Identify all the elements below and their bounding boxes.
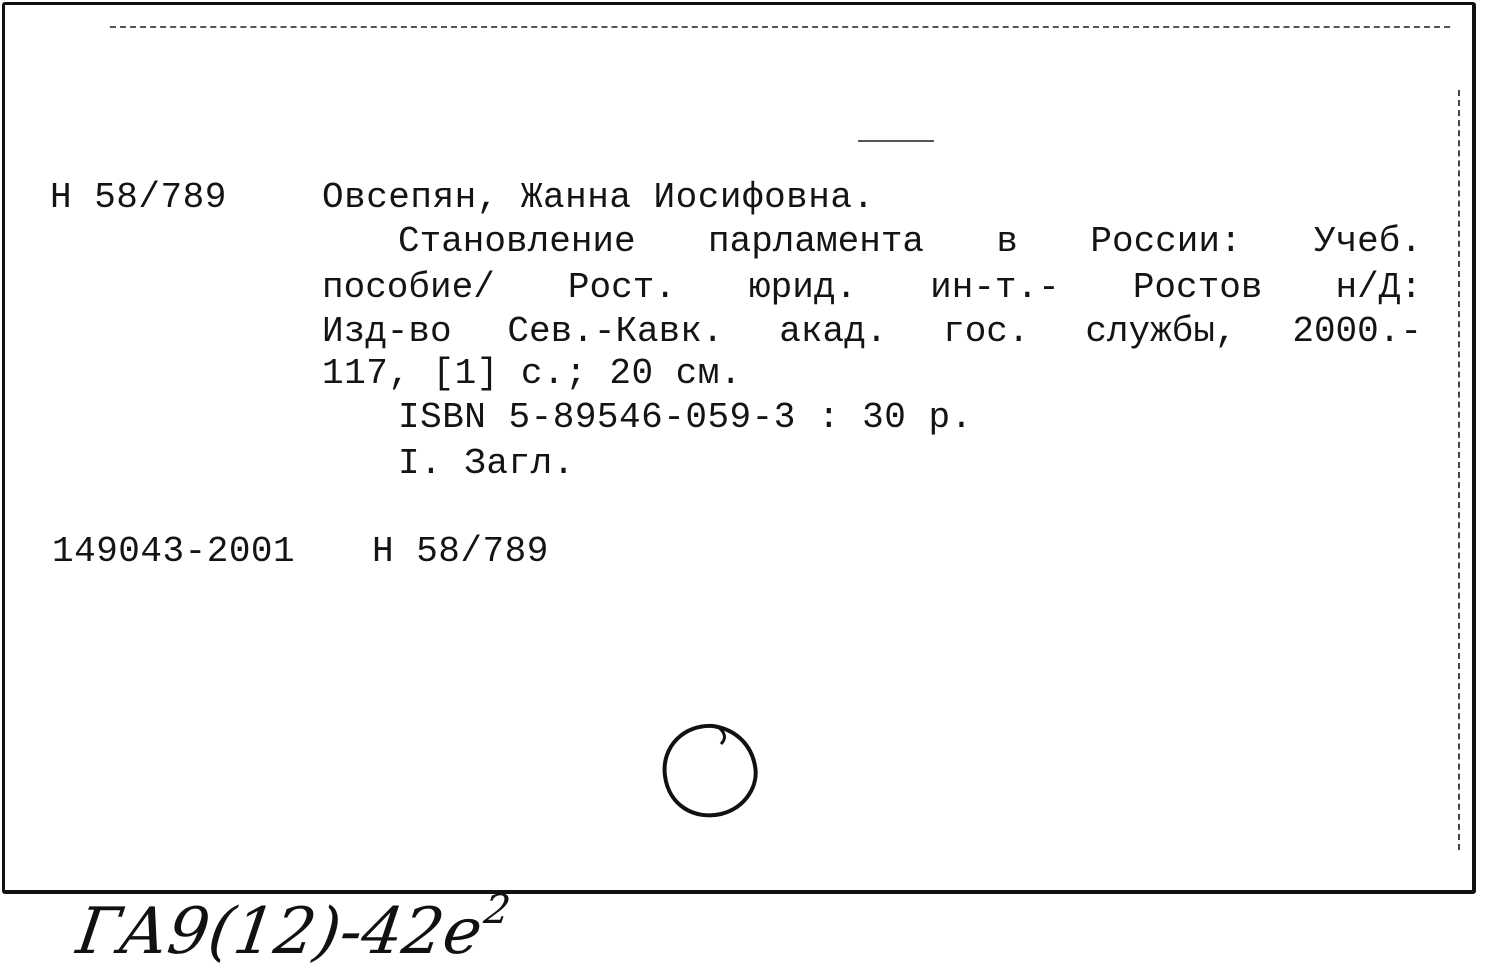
top-dashed-rule <box>110 26 1450 28</box>
publication-word: гос. <box>943 311 1030 352</box>
publication-line-1 <box>322 266 1422 310</box>
short-dash-mark <box>858 140 934 142</box>
title-word: России: <box>1090 221 1242 262</box>
handwritten-classification <box>31 790 527 972</box>
shelfmark-bottom: Н 58/789 <box>372 531 549 572</box>
publication-word: пособие/ <box>322 267 495 308</box>
isbn-line: ISBN 5-89546-059-3 : 30 р. <box>398 397 973 438</box>
right-dashed-rule <box>1458 90 1460 850</box>
author-heading: Овсепян, Жанна Иосифовна. <box>322 177 875 218</box>
publication-word: 2000.- <box>1292 311 1422 352</box>
publication-word: Ростов <box>1132 267 1263 308</box>
publication-word: Сев.-Кавк. <box>507 311 724 352</box>
title-word: парламента <box>708 221 925 262</box>
publication-word: н/Д: <box>1335 267 1422 308</box>
title-word: Становление <box>398 221 636 262</box>
title-line <box>398 220 1422 264</box>
classification-superscript: 2 <box>481 887 514 933</box>
shelfmark: Н 58/789 <box>50 177 227 218</box>
publication-line-2 <box>322 310 1422 354</box>
classification-main: ГА9(12)-42е <box>72 895 487 969</box>
publication-word: акад. <box>779 311 888 352</box>
publication-word: юрид. <box>749 267 858 308</box>
accession-number: 149043-2001 <box>52 531 296 572</box>
punch-hole-icon <box>655 718 765 828</box>
publication-word: Изд-во <box>322 311 452 352</box>
tracing-line: I. Загл. <box>398 443 575 484</box>
extent-line: 117, [1] с.; 20 см. <box>322 353 742 394</box>
title-word: в <box>996 221 1019 262</box>
publication-word: ин-т.- <box>930 267 1060 308</box>
publication-word: службы, <box>1085 311 1237 352</box>
title-word: Учеб. <box>1313 221 1422 262</box>
publication-word: Рост. <box>567 267 676 308</box>
